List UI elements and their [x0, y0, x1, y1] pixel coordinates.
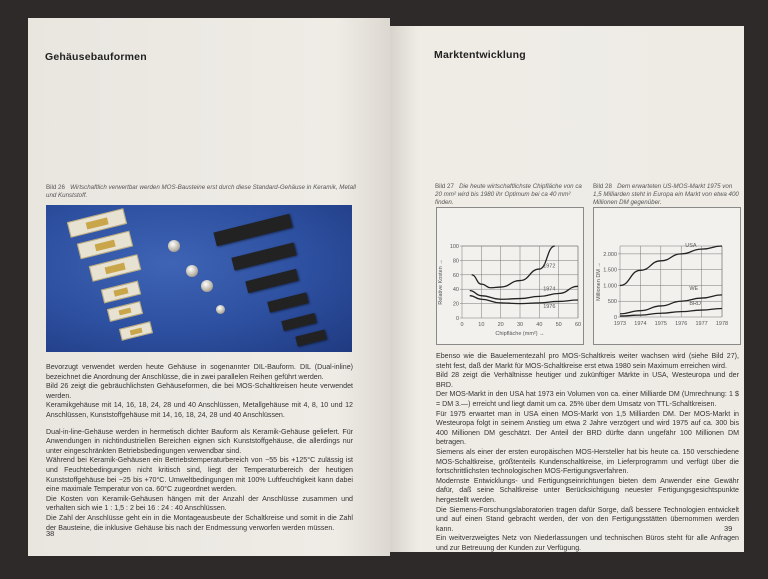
paragraph: Bevorzugt verwendet werden heute Gehäuse in sogenannter DIL-Bauform. DIL (Dual-inline) bezeichnet die Anordnung der Anschlüsse, die in zwei parallelen Reihen geführt werden.	[46, 363, 353, 381]
caption-label: Bild 26	[46, 184, 65, 191]
package-photo	[46, 205, 352, 352]
caption-label: Bild 27	[435, 183, 454, 190]
paragraph: Dual-in-line-Gehäuse werden in hermetisch dichter Bauform als Keramik-Gehäuse geliefert. Für Anwendungen in nichtindustriellen Bereichen eignen sich Kunststoffgehäuse, die allerdings nur unter eingeschränkten Betriebsbedingungen verwendbar sind.	[46, 427, 353, 455]
x-tick-label: 1973	[613, 321, 627, 327]
y-tick-label: 20	[452, 301, 459, 308]
caption-text: Wirtschaftlich verwertbar werden MOS-Bausteine erst durch diese Standard-Gehäuse in Keramik, Metall und Kunststoff.	[46, 184, 356, 199]
series-line-1974	[470, 286, 578, 299]
page-number: 39	[724, 524, 733, 533]
y-axis-label: Relative Kosten →	[438, 259, 444, 305]
caption-label: Bild 28	[593, 183, 612, 190]
x-tick-label: 1975	[654, 321, 667, 327]
series-label: BRD	[689, 301, 701, 308]
paragraph: Keramikgehäuse mit 14, 16, 18, 24, 28 und 40 Anschlüssen, Metallgehäuse mit 4, 8, 10 und 12 Anschlüssen, Kunststoffgehäuse mit 14, 16, 18, 24, 28 und 40 Anschlüssen.	[46, 401, 353, 419]
paragraph: Die Siemens-Forschungslaboratorien tragen dafür Sorge, daß bessere Technologien entwickelt und auf einen Stand gebracht werden, der von den Fertigungsstätten übernommen werden kann.	[436, 505, 739, 533]
x-tick-label: 10	[478, 322, 485, 328]
series-line-brd	[620, 308, 722, 316]
y-tick-label: 1.500	[603, 267, 617, 274]
figure-caption-28	[593, 183, 739, 207]
paragraph: Die Zahl der Anschlüsse geht ein in die Montageausbeute der Schaltkreise und somit in die Zahl der Bausteine, die inklusive Gehäuse bis nach der Endmessung verworfen werden müssen.	[46, 513, 353, 532]
page-number: 38	[46, 529, 55, 538]
chart-svg	[594, 208, 740, 344]
paragraph: Die Kosten von Keramik-Gehäusen hängen mit der Anzahl der Anschlüsse zusammen und verhalten sich wie 1 : 1,5 : 2 bei 16 : 24 : 40 Anschlüssen.	[46, 494, 353, 513]
series-label: 1976	[543, 303, 556, 310]
paragraph: Der MOS-Markt in den USA hat 1973 ein Volumen von ca. einer Milliarde DM (Umrechnung: 1 $ = DM 3.—) erreicht und liegt damit um ca. 25% über dem Umsatz von TTL-Schaltkreisen.	[436, 390, 739, 408]
caption-text: Dem erwarteten US-MOS-Markt 1975 von 1,5 Milliarden steht in Europa ein Markt von etwa 400 Millionen DM gegenüber.	[593, 183, 739, 206]
x-tick-label: 40	[536, 322, 543, 328]
paragraph: Für 1975 erwartet man in USA einen MOS-Markt von 1,5 Milliarden DM. Der MOS-Markt in Westeuropa folgt in seinem Anstieg um etwa 2 Jahre verzögert und wird 1975 auf ca. 300 bis 400 Millionen DM geschätzt. Der Anteil der BRD dürfte dann ungefähr 100 Millionen DM betragen.	[436, 409, 739, 447]
x-tick-label: 0	[460, 322, 464, 328]
y-tick-label: 80	[452, 258, 459, 265]
y-tick-label: 500	[607, 299, 617, 306]
paragraph: Ein weitverzweigtes Netz von Niederlassungen und technischen Büros steht für alle Anfragen und zur Betreuung der Kunden zur Verfügung.	[436, 534, 739, 552]
figure-caption-27	[435, 183, 585, 207]
right-page	[390, 26, 744, 552]
chart-bild-27	[436, 207, 584, 345]
paragraph: Während bei Keramik-Gehäusen ein Betriebstemperaturbereich von −55 bis +125°C zulässig ist und Feuchtebedingungen nicht kritisch sind, liegt der Temperaturbereich der heutigen Kunststoffgehäuse bei −25 bis +70°C. Umweltbedingungen mit 100% Luftfeuchtigkeit kann dabei eine maximale Temperatur von ca. 60°C zugeordnet werden.	[46, 456, 353, 494]
paragraph: Bild 26 zeigt die gebräuchlichsten Gehäuseformen, die bei MOS-Schaltkreisen heute verwendet werden.	[46, 382, 353, 400]
y-axis-label: Millionen DM →	[596, 262, 602, 301]
x-tick-label: 30	[516, 322, 524, 328]
y-tick-label: 1.000	[603, 283, 617, 290]
y-tick-label: 0	[613, 315, 617, 321]
x-axis-label: Chipfläche (mm²) →	[495, 331, 545, 337]
y-tick-label: 100	[449, 244, 459, 250]
series-label: USA	[685, 242, 697, 249]
body-text	[436, 352, 739, 553]
x-tick-label: 50	[555, 322, 562, 328]
chart-bild-28	[593, 207, 741, 345]
caption-text: Die heute wirtschaftlichste Chipfläche von ca 20 mm² wird bis 1980 ihr Optimum bei ca 40 mm² finden.	[435, 183, 582, 206]
series-line-1976	[470, 296, 578, 304]
series-line-usa	[620, 246, 722, 285]
series-label: 1974	[543, 286, 556, 293]
paragraph: Siemens als einer der ersten europäischen MOS-Hersteller hat bis heute ca. 150 verschiedene MOS-Schaltkreise, größtenteils Kundenschaltkreise, im Lieferprogramm und verfügt über die fortschrittlichsten technologischen MOS-Fertigungsverfahren.	[436, 447, 739, 476]
paragraph: Bild 28 zeigt die Verhältnisse heutiger und zukünftiger Märkte in USA, Westeuropa und der BRD.	[436, 371, 739, 389]
x-tick-label: 60	[574, 322, 582, 328]
x-tick-label: 1977	[695, 321, 708, 327]
body-text	[46, 363, 353, 533]
y-tick-label: 2.000	[603, 251, 617, 258]
paragraph: Ebenso wie die Bauelementezahl pro MOS-Schaltkreis weiter wachsen wird (siehe Bild 27), steht fest, daß der Markt für MOS-Schaltkreise erst etwa 1980 sein Maximum erreichen wird.	[436, 352, 739, 370]
series-label: 1972	[543, 263, 556, 270]
page-title: Marktentwicklung	[434, 49, 526, 61]
figure-caption-26	[46, 184, 356, 200]
x-tick-label: 1974	[634, 321, 647, 327]
x-tick-label: 1978	[715, 321, 729, 327]
y-tick-label: 0	[455, 316, 459, 322]
page-title: Gehäusebauformen	[45, 51, 147, 63]
x-tick-label: 20	[497, 322, 504, 328]
left-page	[28, 18, 390, 556]
x-tick-label: 1976	[675, 321, 688, 327]
paragraph: Modernste Entwicklungs- und Fertigungseinrichtungen bieten dem Anwender eine Gewähr dafür, daß seine Schaltkreise unter Berücksichtigung neuester Fertigungsgesichtspunkte hergestellt werden.	[436, 476, 739, 504]
y-tick-label: 40	[452, 287, 459, 294]
series-label: WE	[689, 286, 699, 293]
y-tick-label: 60	[452, 272, 459, 279]
series-line-we	[620, 295, 722, 314]
chart-svg	[437, 208, 583, 344]
